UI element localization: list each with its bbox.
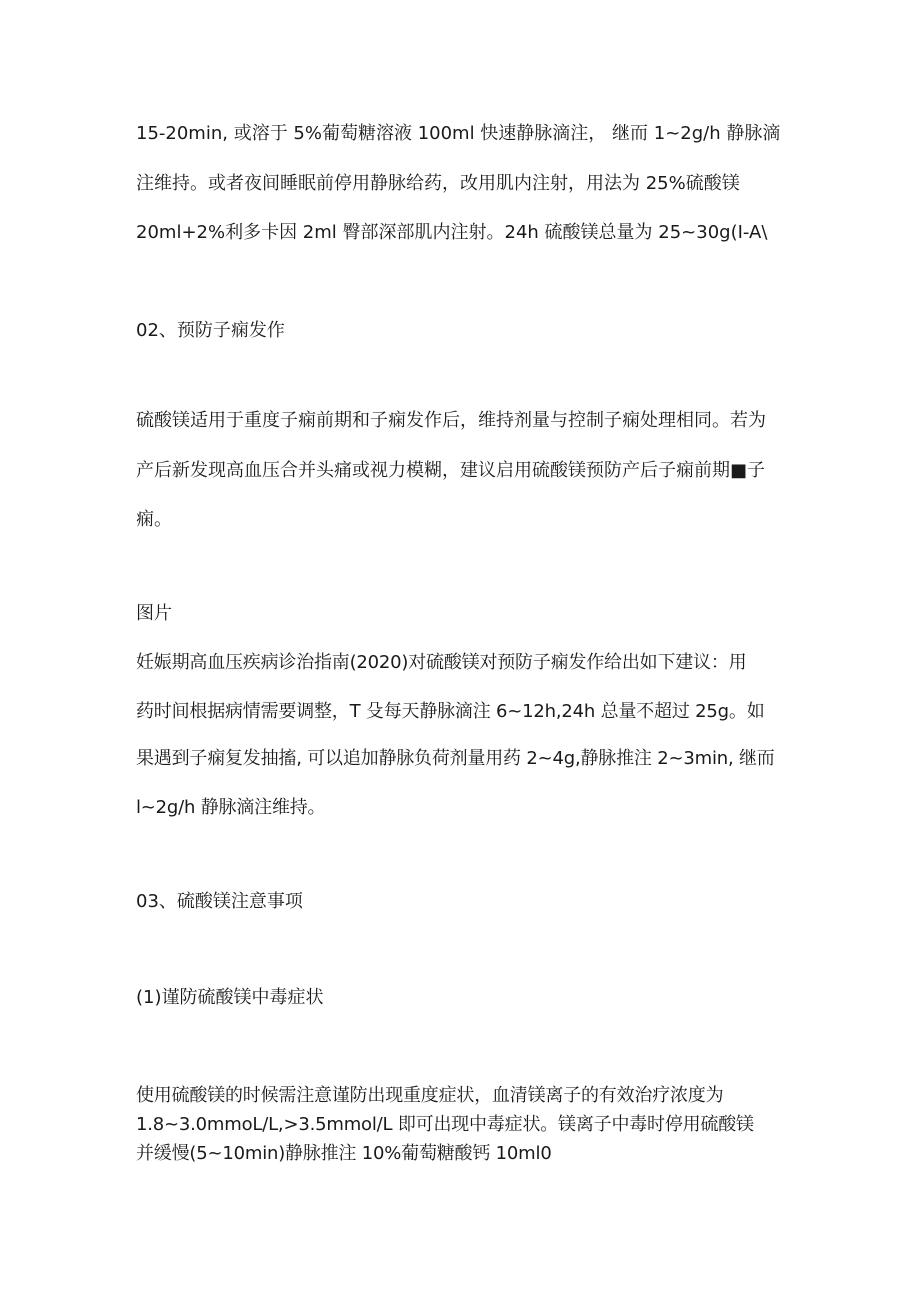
section-heading-03: 03、硫酸镁注意事项 — [136, 891, 303, 912]
section-heading-02: 02、预防子痫发作 — [136, 320, 285, 341]
paragraph-line: 15-20min, 或溶于 5%葡萄糖溶液 100ml 快速静脉滴注， 继而 1~2g/h 静脉滴 — [136, 123, 781, 144]
paragraph-line: 果遇到子痫复发抽搐, 可以追加静脉负荷剂量用药 2~4g,静脉推注 2~3min, 继而 — [136, 748, 775, 769]
paragraph-line: 20ml+2%利多卡因 2ml 臀部深部肌内注射。24h 硫酸镁总量为 25~30g(I-A\ — [136, 222, 768, 243]
image-label: 图片 — [136, 603, 172, 624]
paragraph-line: 痫。 — [136, 509, 172, 530]
paragraph-line: 并缓慢(5~10min)静脉推注 10%葡萄糖酸钙 10ml0 — [136, 1143, 552, 1164]
paragraph-line: 1.8~3.0mmoL/L,>3.5mmol/L 即可出现中毒症状。镁离子中毒时停用硫酸镁 — [136, 1114, 754, 1135]
subheading: (1)谨防硫酸镁中毒症状 — [136, 987, 324, 1008]
paragraph-line: 妊娠期高血压疾病诊治指南(2020)对硫酸镁对预防子痫发作给出如下建议：用 — [136, 652, 747, 673]
paragraph-line: 产后新发现高血压合并头痛或视力模糊，建议启用硫酸镁预防产后子痫前期■子 — [136, 460, 766, 481]
paragraph-line: l~2g/h 静脉滴注维持。 — [136, 797, 326, 818]
paragraph-line: 硫酸镁适用于重度子痫前期和子痫发作后，维持剂量与控制子痫处理相同。若为 — [136, 410, 766, 431]
paragraph-line: 注维持。或者夜间睡眠前停用静脉给药，改用肌内注射，用法为 25%硫酸镁 — [136, 173, 740, 194]
paragraph-line: 药时间根据病情需要调整，T 殳每天静脉滴注 6~12h,24h 总量不超过 25g。如 — [136, 701, 765, 722]
paragraph-line: 使用硫酸镁的时候需注意谨防出现重度症状，血清镁离子的有效治疗浓度为 — [136, 1085, 724, 1106]
